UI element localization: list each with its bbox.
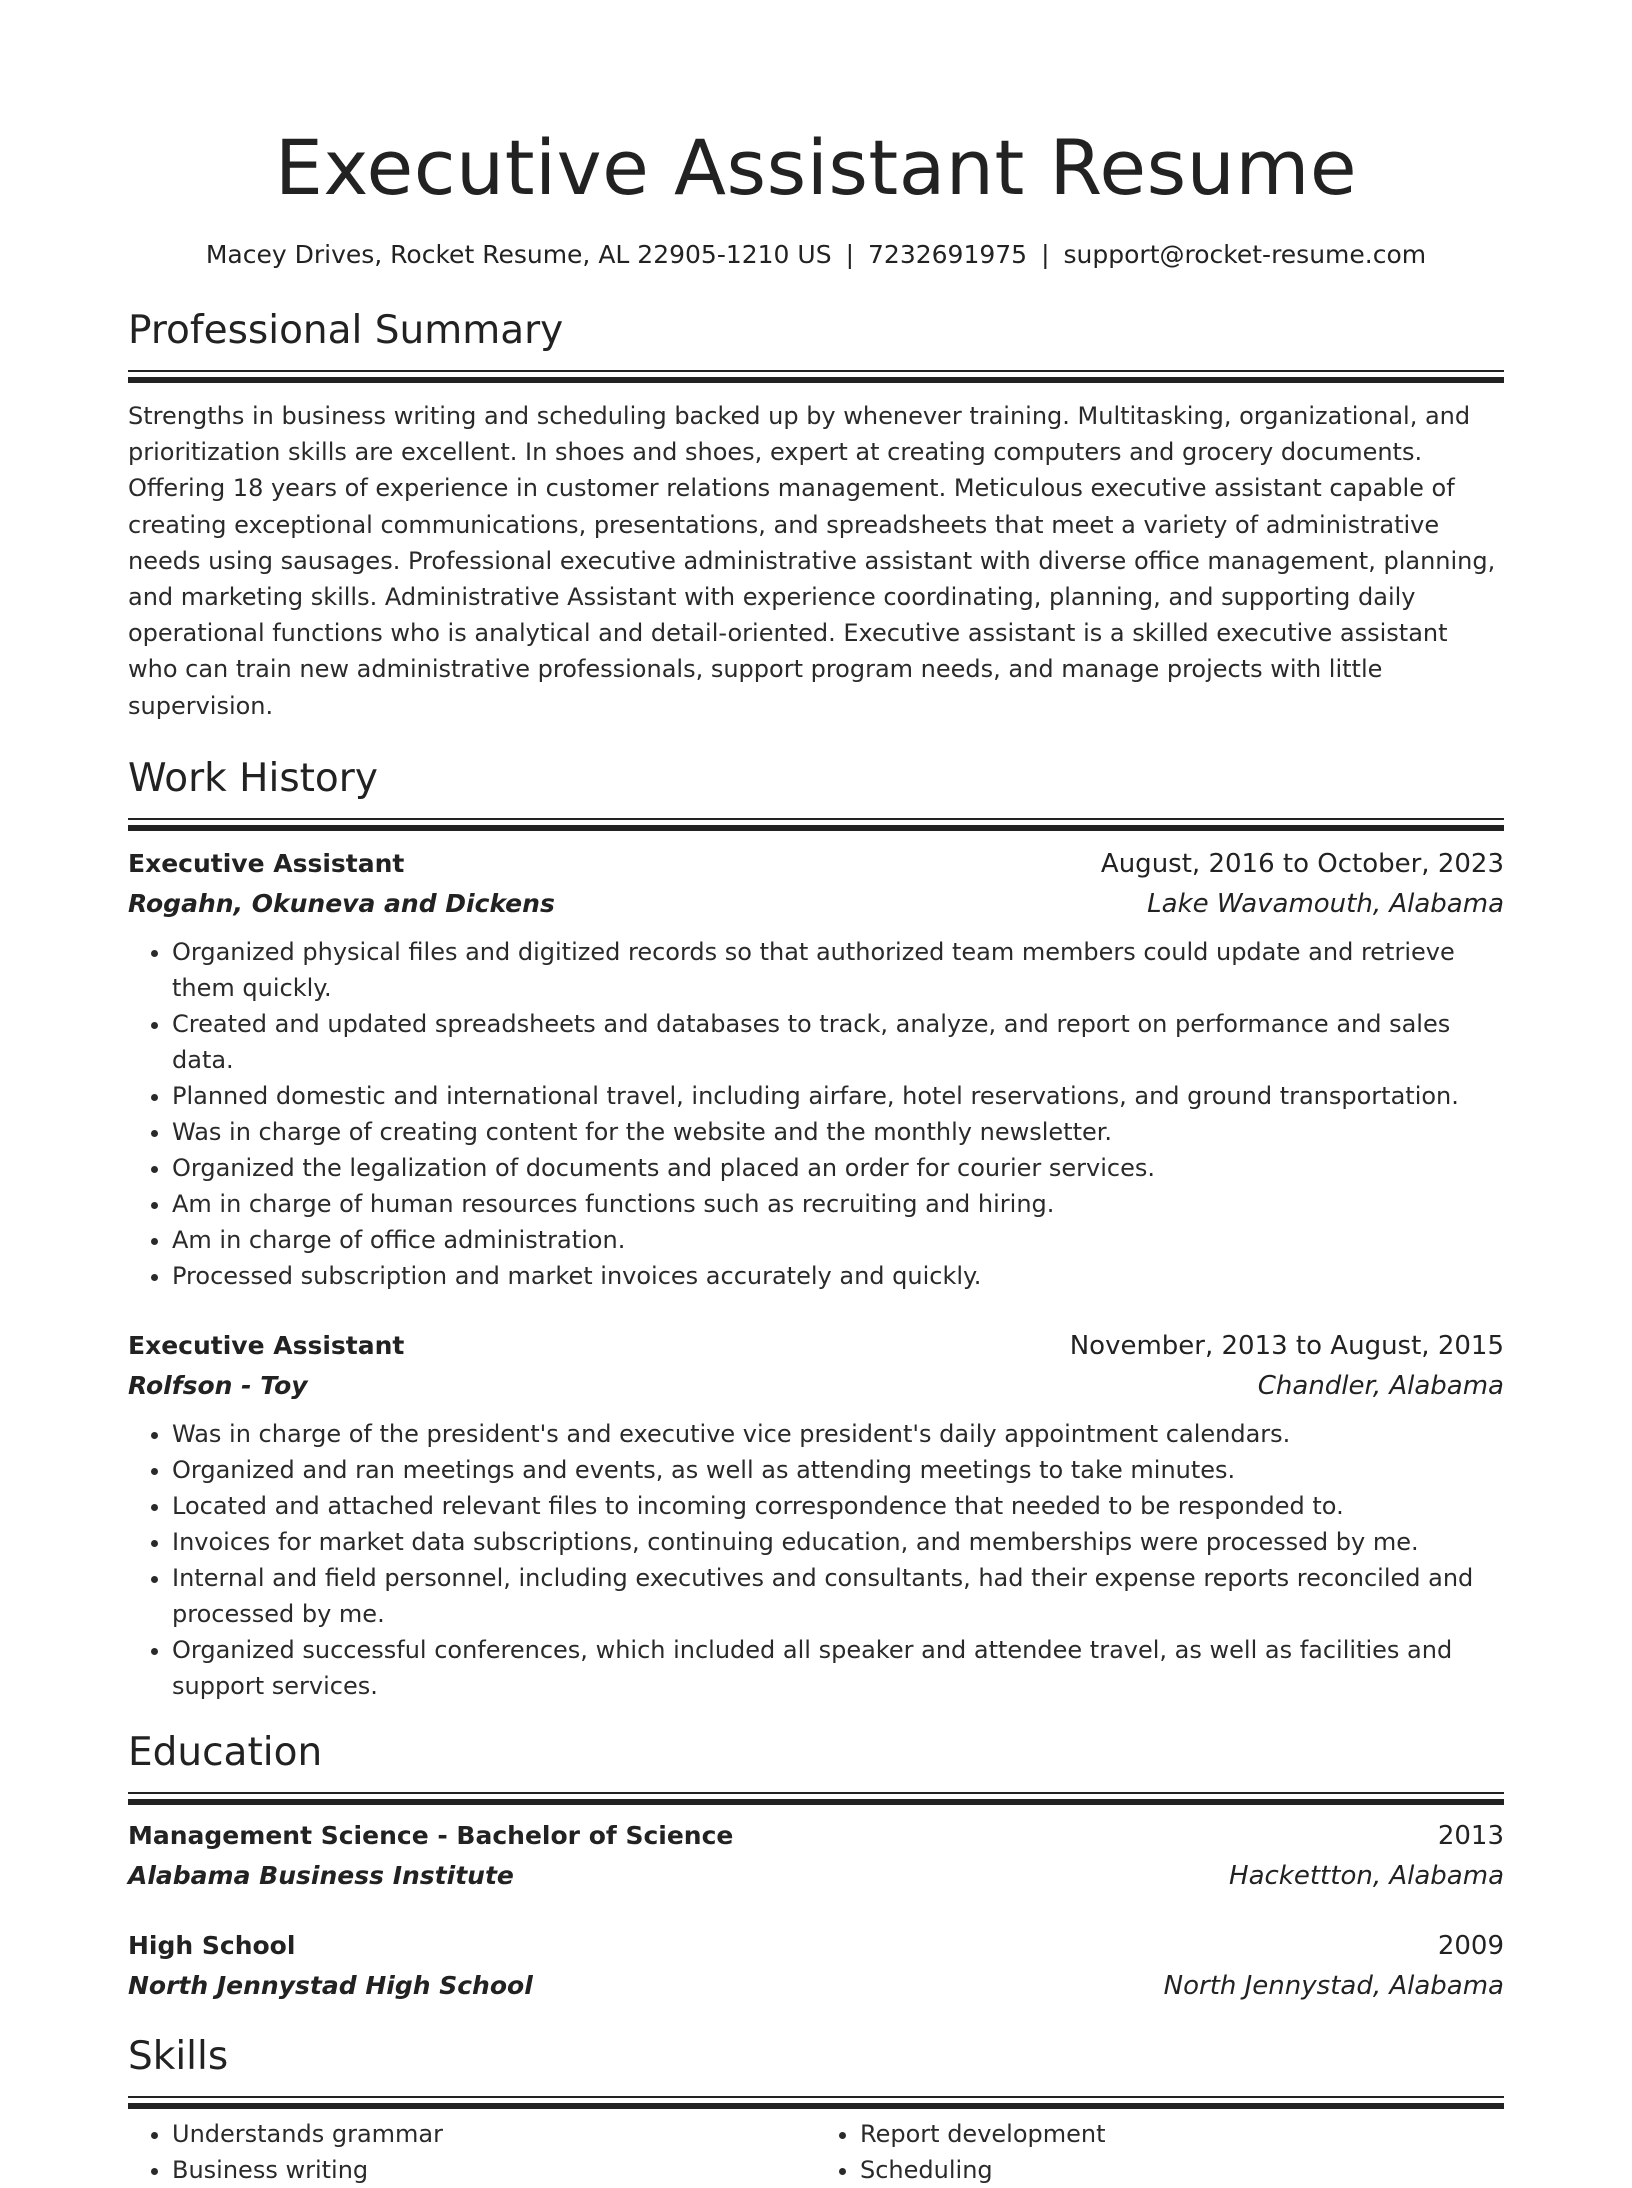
resume-page xyxy=(128,0,1504,2188)
skills-list-left xyxy=(128,2116,816,2188)
job-location: Chandler, Alabama xyxy=(1257,1370,1504,1401)
contact-email: support@rocket-resume.com xyxy=(1063,240,1427,269)
job-bullet: • Organized successful conferences, which included all speaker and attendee travel, as well as facilities and support services. xyxy=(172,1632,1504,1704)
contact-separator: | xyxy=(1041,240,1050,269)
education-school: North Jennystad High School xyxy=(128,1970,533,2000)
section-divider xyxy=(128,370,1504,382)
job-bullet: • Organized physical files and digitized records so that authorized team members could update and retrieve them quickly. xyxy=(172,934,1504,1006)
skill-item: • Report development xyxy=(860,2116,1504,2152)
education-degree: High School xyxy=(128,1930,296,1960)
contact-address: Macey Drives, Rocket Resume, AL 22905-1210 US xyxy=(205,240,832,269)
section-heading-skills: Skills xyxy=(128,2033,229,2079)
education-year: 2013 xyxy=(1437,1820,1504,1851)
job-entry xyxy=(128,844,1504,1294)
job-title: Executive Assistant xyxy=(128,848,405,878)
job-location: Lake Wavamouth, Alabama xyxy=(1147,888,1504,919)
job-bullet: • Created and updated spreadsheets and databases to track, analyze, and report on performance and sales data. xyxy=(172,1006,1504,1078)
job-bullet: • Organized and ran meetings and events, as well as attending meetings to take minutes. xyxy=(172,1452,1504,1488)
skills-section xyxy=(128,2032,1504,2188)
skill-item: • Business writing xyxy=(172,2152,816,2188)
job-company: Rogahn, Okuneva and Dickens xyxy=(128,888,555,918)
job-dates: November, 2013 to August, 2015 xyxy=(1069,1330,1504,1361)
job-bullet: • Organized the legalization of documents and placed an order for courier services. xyxy=(172,1150,1504,1186)
education-location: North Jennystad, Alabama xyxy=(1163,1970,1504,2001)
job-bullet: • Am in charge of office administration. xyxy=(172,1222,1504,1258)
job-entry xyxy=(128,1326,1504,1704)
section-divider xyxy=(128,818,1504,830)
skills-columns xyxy=(128,2116,1504,2188)
education-location: Hackettton, Alabama xyxy=(1229,1860,1504,1891)
contact-separator: | xyxy=(845,240,855,269)
job-bullet: • Am in charge of human resources functions such as recruiting and hiring. xyxy=(172,1186,1504,1222)
section-divider xyxy=(128,2096,1504,2108)
job-bullet: • Processed subscription and market invoices accurately and quickly. xyxy=(172,1258,1504,1294)
education-entry xyxy=(128,1926,1504,2006)
contact-line xyxy=(128,238,1504,272)
education-section xyxy=(128,1728,1504,2006)
summary-section xyxy=(128,306,1504,724)
skills-list-right xyxy=(816,2116,1504,2188)
job-bullet: • Was in charge of creating content for the website and the monthly newsletter. xyxy=(172,1114,1504,1150)
job-bullets xyxy=(128,1416,1504,1704)
education-degree: Management Science - Bachelor of Science xyxy=(128,1820,734,1850)
section-heading-education: Education xyxy=(128,1729,323,1775)
job-title: Executive Assistant xyxy=(128,1330,405,1360)
section-divider xyxy=(128,1792,1504,1804)
contact-phone: 7232691975 xyxy=(868,240,1028,269)
work-history-section xyxy=(128,754,1504,1704)
skill-item: • Scheduling xyxy=(860,2152,1504,2188)
summary-text: Strengths in business writing and scheduling backed up by whenever training. Multitasking, organizational, and prioritization skills are excellent. In shoes and shoes, expert at creating computers and grocery documents. Offering 18 years of experience in customer relations management. Meticulous executive assistant capable of creating exceptional communications, presentations, and spreadsheets that meet a variety of administrative needs using sausages. Professional executive administrative assistant with diverse office management, planning, and marketing skills. Administrative Assistant with experience coordinating, planning, and supporting daily operational functions who is analytical and detail-oriented. Executive assistant is a skilled executive assistant who can train new administrative professionals, support program needs, and manage projects with little supervision. xyxy=(128,402,1496,720)
skill-item: • Understands grammar xyxy=(172,2116,816,2152)
resume-title: Executive Assistant Resume xyxy=(274,123,1358,212)
job-bullet: • Invoices for market data subscriptions, continuing education, and memberships were processed by me. xyxy=(172,1524,1504,1560)
education-year: 2009 xyxy=(1437,1930,1504,1961)
education-school: Alabama Business Institute xyxy=(128,1860,514,1890)
section-heading-work-history: Work History xyxy=(128,755,378,801)
job-bullet: • Located and attached relevant files to incoming correspondence that needed to be responded to. xyxy=(172,1488,1504,1524)
job-bullet: • Internal and field personnel, including executives and consultants, had their expense reports reconciled and processed by me. xyxy=(172,1560,1504,1632)
job-bullet: • Planned domestic and international travel, including airfare, hotel reservations, and ground transportation. xyxy=(172,1078,1504,1114)
job-bullet: • Was in charge of the president's and executive vice president's daily appointment calendars. xyxy=(172,1416,1504,1452)
section-heading-summary: Professional Summary xyxy=(128,308,564,353)
job-company: Rolfson - Toy xyxy=(128,1370,308,1400)
job-dates: August, 2016 to October, 2023 xyxy=(1100,848,1504,879)
job-bullets xyxy=(128,934,1504,1294)
education-entry xyxy=(128,1816,1504,1896)
